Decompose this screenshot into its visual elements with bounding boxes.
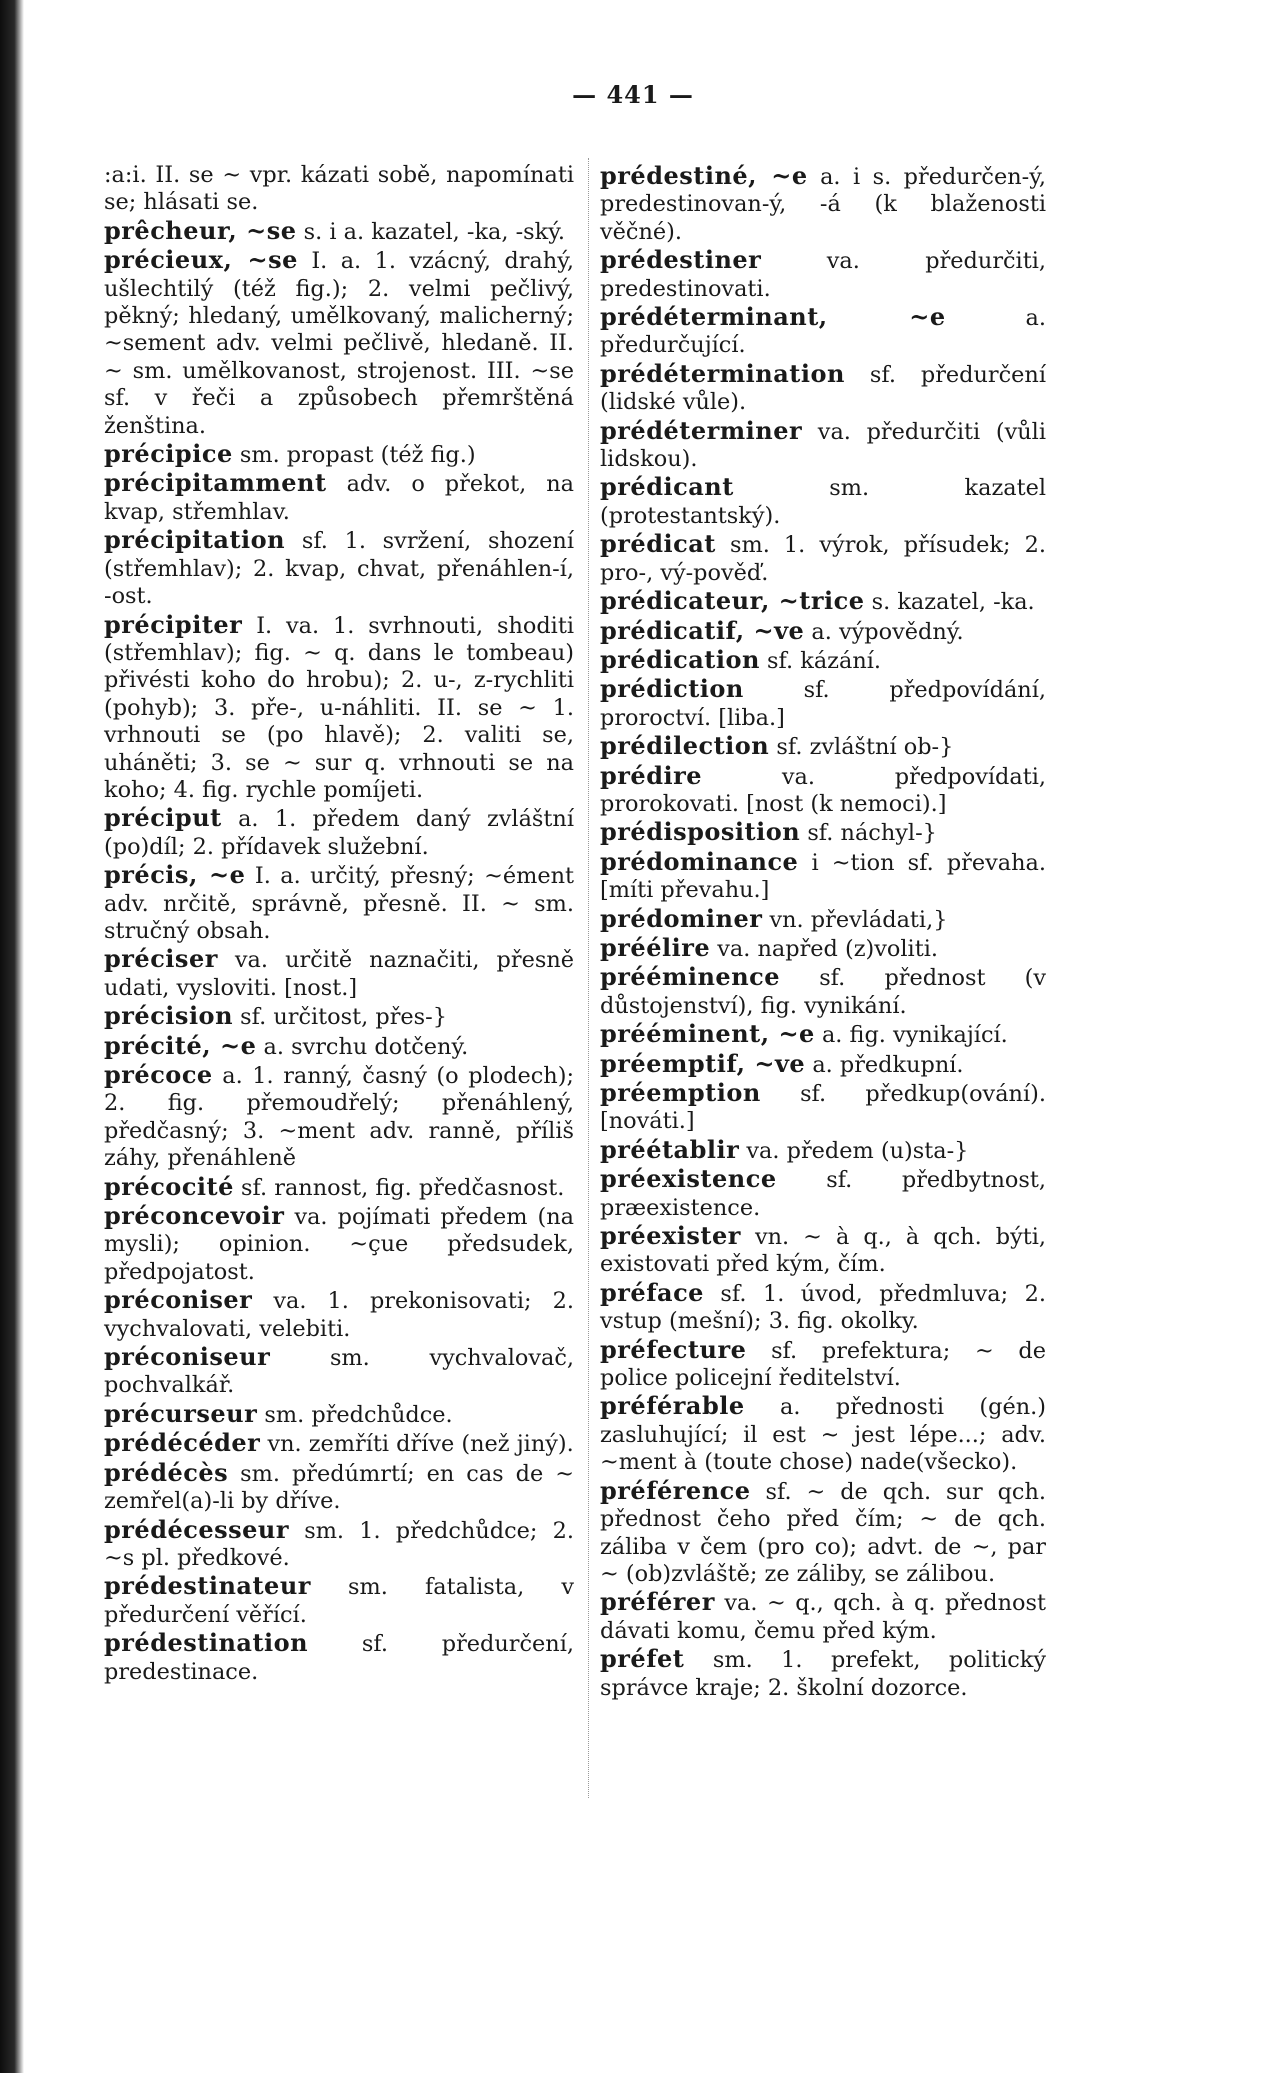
entry-text: a. svrchu dotčený.: [263, 1033, 469, 1060]
entry-headword: préférable: [600, 1391, 745, 1421]
entry-text: I. a. určitý, přesný; ~ément adv. nrčitě, správně, přesně. II. ~ sm. stručný obsah.: [104, 863, 575, 944]
dictionary-entry: [600, 1645, 1046, 1702]
entry-headword: prédicat: [600, 529, 716, 559]
dictionary-entry: [600, 1477, 1046, 1589]
entry-headword: préemptif, ~ve: [600, 1048, 806, 1078]
dictionary-entry: [600, 1392, 1046, 1476]
dictionary-entry: [600, 1079, 1046, 1136]
entry-text: a. přednosti (gén.) zasluhující; il est ~ jest lépe...; adv. ~ment à (toute chose) nade(všecko).: [600, 1394, 1046, 1476]
entry-text: sm. 1. prefekt, politický správce kraje; 2. školní dozorce.: [600, 1647, 1046, 1701]
entry-text: sf. zvláštní ob-}: [776, 734, 954, 761]
entry-headword: précoce: [104, 1060, 213, 1089]
entry-text: sf. určitost, přes-}: [240, 1004, 447, 1031]
dictionary-entry: [600, 1050, 1046, 1079]
entry-headword: prédominance: [600, 846, 799, 876]
dictionary-entry: [104, 1459, 574, 1516]
entry-text: sm. vychvalovač, pochvalkář.: [104, 1345, 574, 1399]
entry-text: a. 1. ranný, časný (o plodech); 2. fig. přemoudřelý; přenáhlený, předčasný; 3. ~ment adv. ranně, příliš záhy, přenáhleně: [104, 1063, 574, 1172]
entry-text: adv. o překot, na kvap, střemhlav.: [104, 471, 575, 525]
entry-text: sm. kazatel (protestantský).: [600, 475, 1046, 529]
dictionary-entry: [104, 1572, 574, 1629]
entry-headword: précurseur: [104, 1398, 258, 1428]
entry-text: va. napřed (z)voliti.: [717, 935, 938, 962]
entry-headword: prédicant: [600, 472, 734, 502]
dictionary-entry: [600, 1165, 1046, 1222]
entry-headword: préétablir: [600, 1134, 740, 1164]
left-column: [104, 162, 574, 1686]
entry-text: va. předurčiti (vůli lidskou).: [600, 418, 1046, 473]
entry-text: sf. předurčení, predestinace.: [104, 1631, 575, 1685]
entry-text: I. a. 1. vzácný, drahý, ušlechtilý (též fig.); 2. velmi pečlivý, pěkný; hledaný, umělkovaný, malicherný; ~sement adv. velmi pečlivě, hledaně. II. ~ sm. umělkovanost, strojenost. III. ~se sf. v řeči a způsobech přemrštěná ženština.: [104, 248, 574, 439]
entry-text: sm. 1. výrok, přísudek; 2. pro-, vý-pověď.: [600, 532, 1046, 586]
entry-text: sf. náchyl-}: [807, 820, 937, 847]
entry-headword: précision: [104, 1001, 234, 1031]
column-divider: [588, 158, 589, 1798]
dictionary-entry: [600, 1136, 1046, 1165]
entry-headword: prédestiné, ~e: [600, 161, 808, 190]
dictionary-entry: [104, 1516, 574, 1573]
dictionary-entry: [104, 1002, 574, 1031]
dictionary-entry: [600, 246, 1046, 303]
entry-headword: préélire: [600, 932, 711, 962]
entry-text: a. fig. vynikající.: [821, 1022, 1008, 1049]
entry-headword: prédicateur, ~trice: [600, 586, 865, 616]
dictionary-entry: [104, 861, 574, 945]
entry-headword: prééminent, ~e: [600, 1019, 815, 1049]
entry-headword: prédéterminer: [600, 415, 803, 445]
entry-text: sm. propast (též fig.): [239, 442, 476, 469]
entry-text: sm. 1. předchůdce; 2. ~s pl. předkové.: [104, 1517, 574, 1571]
entry-text: sf. ~ de qch. sur qch. přednost čeho před čím; ~ de qch. záliba v čem (pro co); advt. de ~, par ~ (ob)zvláště; ze záliby, se zálibou.: [600, 1478, 1046, 1587]
right-column: [600, 162, 1046, 1702]
entry-text: sf. předbytnost, præexistence.: [600, 1167, 1047, 1221]
entry-headword: précipitamment: [104, 468, 327, 498]
dictionary-entry: [104, 945, 574, 1002]
dictionary-entry: [600, 905, 1046, 934]
entry-text: a. předkupní.: [812, 1051, 964, 1078]
dictionary-entry: [600, 934, 1046, 963]
entry-text: sf. 1. úvod, předmluva; 2. vstup (mešní); 3. fig. okolky.: [600, 1280, 1046, 1335]
entry-headword: préconiser: [104, 1285, 253, 1315]
dictionary-entry: [600, 848, 1046, 905]
dictionary-entry: [600, 1588, 1046, 1645]
entry-headword: préférer: [600, 1587, 715, 1617]
entry-text: sm. předchůdce.: [264, 1401, 453, 1428]
entry-headword: prédisposition: [600, 817, 801, 847]
entry-headword: prédécéder: [104, 1428, 261, 1458]
dictionary-entry: [600, 675, 1046, 732]
dictionary-entry: [600, 732, 1046, 761]
entry-headword: précocité: [104, 1171, 234, 1201]
scan-page-edge: [0, 0, 24, 2073]
dictionary-entry: [600, 162, 1046, 246]
entry-text: s. kazatel, -ka.: [871, 589, 1035, 616]
dictionary-entry: [600, 1279, 1046, 1336]
entry-text: a. výpovědný.: [811, 618, 964, 645]
dictionary-entry: [104, 526, 574, 610]
entry-text: va. předpovídati, prorokovati. [nost (k nemoci).]: [600, 763, 1047, 817]
entry-headword: prédominer: [600, 903, 763, 933]
dictionary-entry: [104, 1429, 574, 1458]
entry-headword: préfet: [600, 1644, 685, 1674]
dictionary-entry: [104, 1173, 574, 1202]
entry-text: sf. prefektura; ~ de police policejní ředitelství.: [600, 1337, 1046, 1392]
entry-headword: prééminence: [600, 962, 781, 992]
dictionary-entry: [104, 1286, 574, 1343]
entry-headword: prédicatif, ~ve: [600, 615, 805, 645]
entry-text: sf. předurčení (lidské vůle).: [600, 361, 1046, 416]
entry-text: sm. předúmrtí; en cas de ~ zemřel(a)-li by dříve.: [104, 1460, 574, 1515]
entry-headword: préciput: [104, 803, 222, 833]
entry-text: s. i a. kazatel, -ka, -ský.: [303, 218, 566, 245]
entry-text: sf. kázání.: [767, 647, 882, 674]
dictionary-entry: [600, 1336, 1046, 1393]
dictionary-entry: [600, 473, 1046, 530]
entry-text: sf. 1. svržení, shození (střemhlav); 2. kvap, chvat, přenáhlen-í, -ost.: [104, 528, 574, 610]
entry-headword: précipitation: [104, 525, 286, 555]
dictionary-entry: [600, 303, 1046, 360]
entry-text: va. pojímati předem (na mysli); opinion. ~çue předsudek, předpojatost.: [104, 1204, 574, 1285]
entry-headword: préférence: [600, 1475, 751, 1505]
dictionary-entry: [600, 818, 1046, 847]
entry-text: vn. ~ à q., à qch. býti, existovati před kým, čím.: [600, 1224, 1046, 1278]
page-number: — 441 —: [572, 80, 694, 109]
entry-text: a. předurčující.: [600, 305, 1046, 359]
dictionary-entry: [600, 587, 1046, 616]
entry-headword: préemption: [600, 1078, 761, 1107]
entry-text: sf. rannost, fig. předčasnost.: [241, 1174, 565, 1201]
entry-headword: prédication: [600, 644, 760, 674]
entry-text: i ~tion sf. převaha. [míti převahu.]: [600, 849, 1046, 904]
entry-text: sf. předpovídání, proroctví. [liba.]: [600, 677, 1046, 731]
dictionary-entry: [600, 762, 1046, 819]
entry-text: a. i s. předurčen-ý, predestinovan-ý, -á (k blaženosti věčné).: [600, 164, 1046, 245]
entry-headword: prédestiner: [600, 245, 762, 275]
dictionary-entry: [600, 963, 1046, 1020]
entry-text: sf. předkup(ování). [nováti.]: [600, 1081, 1046, 1135]
dictionary-entry: [104, 1400, 574, 1429]
dictionary-entry: [104, 1629, 574, 1686]
entry-headword: prédilection: [600, 731, 770, 761]
entry-headword: préexister: [600, 1221, 741, 1251]
entry-headword: prédestinateur: [104, 1571, 311, 1601]
entry-headword: prédéterminant, ~e: [600, 302, 946, 332]
entry-text: va. určitě naznačiti, přesně udati, vysloviti. [nost.]: [104, 947, 574, 1001]
entry-text: I. va. 1. svrhnouti, shoditi (střemhlav); fig. ~ q. dans le tombeau) přivésti koho do hrobu); 2. u-, z-rychliti (pohyb); 3. pře-, u-náhliti. II. se ~ 1. vrhnouti se (po hlavě); 2. valiti se, uháněti; 3. se ~ sur q. vrhnouti se na koho; 4. fig. rychle pomíjeti.: [104, 612, 574, 803]
entry-text: a. 1. předem daný zvláštní (po)díl; 2. přídavek služební.: [104, 806, 574, 860]
entry-text: sf. přednost (v důstojenství), fig. vynikání.: [600, 965, 1046, 1019]
entry-headword: préconcevoir: [104, 1201, 285, 1231]
entry-text: va. 1. prekonisovati; 2. vychvalovati, velebiti.: [104, 1288, 574, 1342]
dictionary-entry: [600, 646, 1046, 675]
dictionary-entry: [104, 611, 574, 805]
dictionary-entry: [600, 1222, 1046, 1279]
entry-headword: précipice: [104, 439, 233, 469]
dictionary-entry: [104, 246, 574, 440]
entry-headword: préexistence: [600, 1164, 777, 1194]
entry-headword: prédécesseur: [104, 1514, 290, 1544]
entry-text: :a:i. II. se ~ vpr. kázati sobě, napomínati se; hlásati se.: [104, 162, 574, 216]
entry-headword: préconiseur: [104, 1342, 271, 1372]
dictionary-entry: [104, 804, 574, 861]
entry-headword: prédestination: [104, 1628, 309, 1658]
entry-headword: précipiter: [104, 609, 243, 639]
dictionary-entry: [600, 617, 1046, 646]
dictionary-entry: [104, 1343, 574, 1400]
dictionary-entry: [104, 1202, 574, 1286]
dictionary-entry: [600, 417, 1046, 474]
entry-text: vn. zemříti dříve (než jiný).: [267, 1431, 574, 1458]
entry-text: va. předurčiti, predestinovati.: [600, 248, 1046, 302]
dictionary-entry: [104, 1032, 574, 1061]
dictionary-entry: [600, 360, 1046, 417]
dictionary-entry: [104, 162, 574, 217]
entry-headword: prêcheur, ~se: [104, 215, 297, 245]
entry-headword: prédiction: [600, 674, 744, 704]
entry-headword: prédétermination: [600, 358, 845, 388]
dictionary-entry: [104, 469, 574, 526]
entry-text: vn. převládati,}: [769, 906, 948, 933]
entry-headword: prédire: [600, 760, 703, 790]
dictionary-entry: [104, 1061, 574, 1173]
entry-headword: précieux, ~se: [104, 245, 298, 275]
entry-headword: préfecture: [600, 1334, 747, 1364]
entry-headword: préface: [600, 1277, 704, 1307]
entry-headword: précité, ~e: [104, 1030, 257, 1060]
dictionary-entry: [600, 1020, 1046, 1049]
entry-text: sm. fatalista, v předurčení věřící.: [104, 1574, 574, 1628]
entry-headword: précis, ~e: [104, 860, 246, 890]
dictionary-entry: [104, 440, 574, 469]
dictionary-entry: [600, 530, 1046, 587]
entry-headword: prédécès: [104, 1457, 229, 1487]
entry-text: va. ~ q., qch. à q. přednost dávati komu, čemu před kým.: [600, 1590, 1046, 1644]
entry-headword: préciser: [104, 944, 218, 974]
dictionary-entry: [104, 217, 574, 246]
entry-text: va. předem (u)sta-}: [746, 1137, 969, 1164]
